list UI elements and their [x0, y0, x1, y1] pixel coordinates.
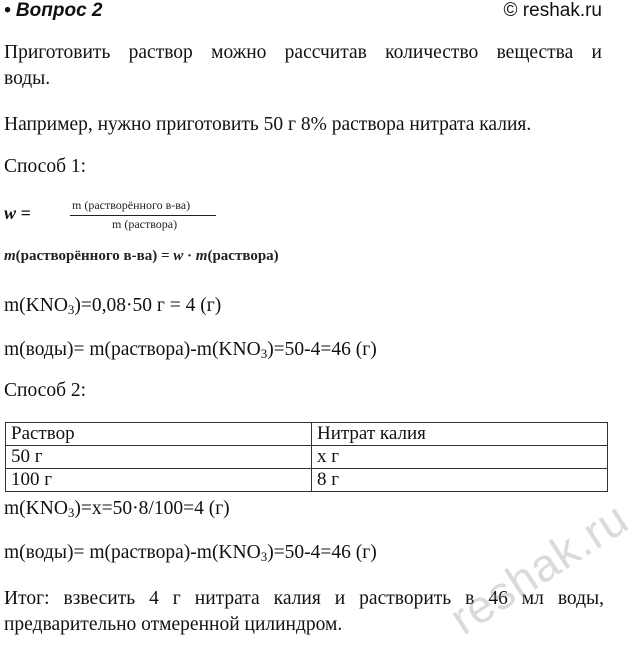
watermark: reshak.ru — [440, 491, 638, 645]
table-cell: х г — [312, 446, 608, 469]
calc-text: m(KNO — [4, 295, 68, 316]
subscript: 3 — [260, 549, 268, 564]
subscript: 3 — [67, 505, 75, 520]
formula-lhs: w = — [4, 203, 31, 223]
proportion-table — [5, 422, 608, 492]
conclusion-line-1: Итог: взвесить 4 г нитрата калия и растворить в 46 мл воды, — [4, 588, 604, 609]
source-credit: © reshak.ru — [503, 0, 602, 21]
method-2-calc-water — [4, 540, 377, 566]
conclusion-line-2: предварительно отмеренной цилиндром. — [4, 614, 343, 635]
calc-text: m(воды)= m(раствора)-m(KNO — [4, 339, 261, 360]
derived-formula — [4, 248, 279, 265]
method-1-calc-water — [4, 337, 377, 363]
table-cell: 8 г — [312, 469, 608, 492]
calc-text: )=50-4=46 (г) — [267, 542, 377, 563]
table-row — [6, 446, 608, 469]
subscript: 3 — [67, 302, 75, 317]
formula-numerator: m (растворённого в-ва) — [72, 198, 191, 212]
subscript: 3 — [260, 346, 268, 361]
formula-denominator: m (раствора) — [112, 217, 178, 231]
question-title: • Вопрос 2 — [4, 0, 103, 21]
calc-text: m(воды)= m(раствора)-m(KNO — [4, 542, 261, 563]
table-cell: 100 г — [6, 469, 312, 492]
table-cell: 50 г — [6, 446, 312, 469]
derived-dot: · — [183, 248, 196, 264]
table-header-cell: Раствор — [6, 423, 312, 446]
derived-text: (растворённого в-ва) = — [15, 248, 174, 264]
intro-line-2: воды. — [4, 68, 51, 89]
method-2-heading: Способ 2: — [4, 380, 87, 401]
fraction-bar — [70, 215, 216, 216]
table-header-row — [6, 423, 608, 446]
derived-m: m — [4, 248, 16, 264]
example-text: Например, нужно приготовить 50 г 8% раствора нитрата калия. — [4, 114, 532, 135]
intro-line-1: Приготовить раствор можно рассчитав количество вещества и — [4, 42, 602, 63]
table-header-cell: Нитрат калия — [312, 423, 608, 446]
method-2-calc-kno3 — [4, 496, 230, 522]
calc-text: m(KNO — [4, 498, 68, 519]
calc-text: )=0,08·50 г = 4 (г) — [74, 295, 222, 316]
derived-w: w — [173, 248, 184, 264]
derived-tail: (раствора) — [207, 248, 279, 264]
method-1-calc-kno3 — [4, 293, 221, 319]
method-1-heading: Способ 1: — [4, 156, 87, 177]
table-row — [6, 469, 608, 492]
derived-m2: m — [195, 248, 208, 264]
calc-text: )=50-4=46 (г) — [267, 339, 377, 360]
calc-text: )=x=50·8/100=4 (г) — [74, 498, 230, 519]
